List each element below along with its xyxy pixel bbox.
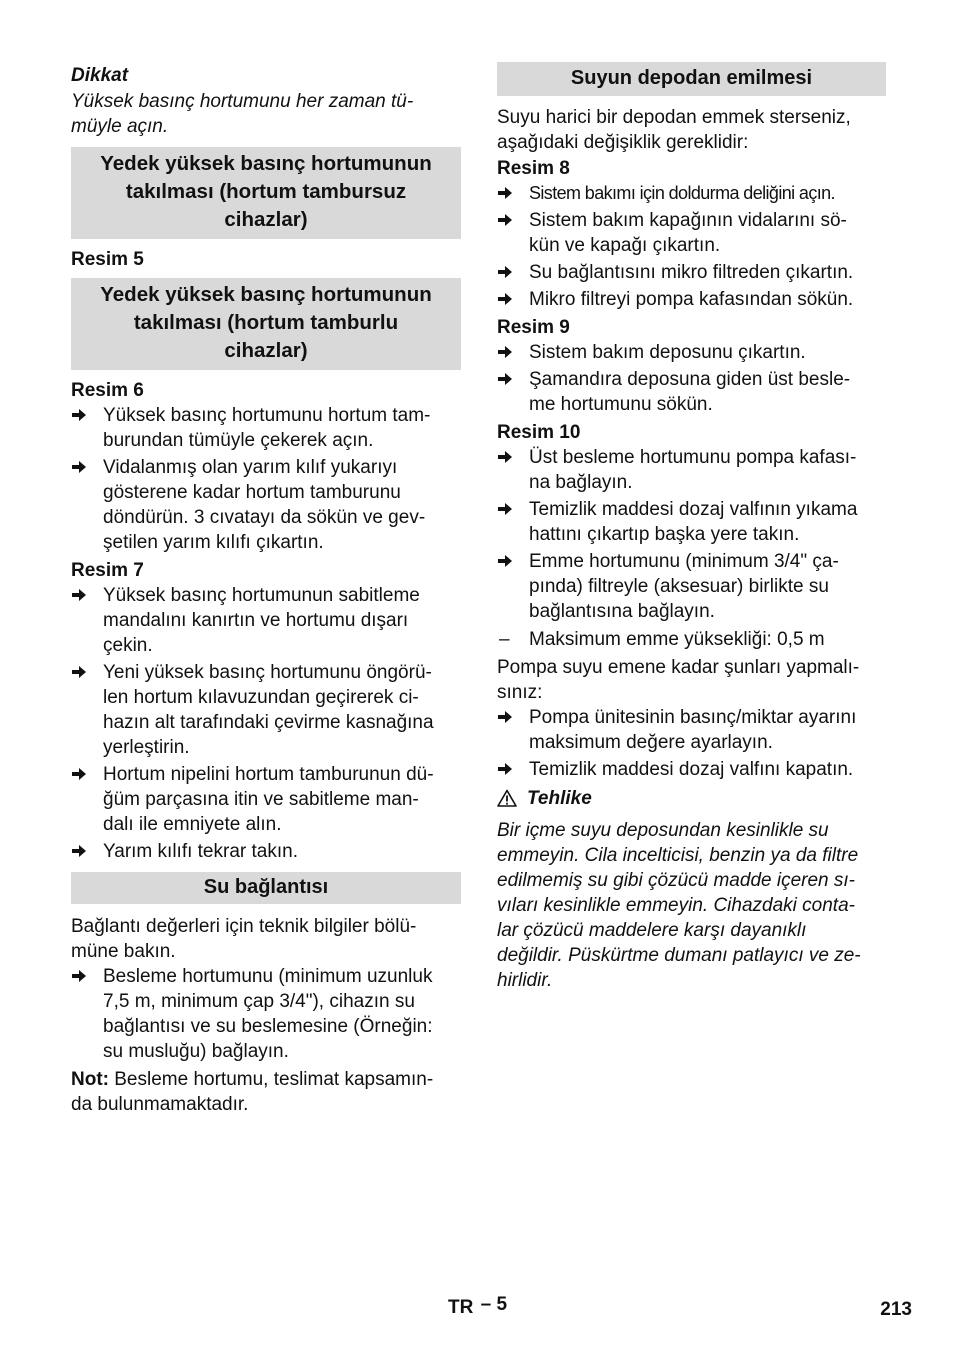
text-line: Emme hortumunu (minimum 3/4" ça- bbox=[529, 551, 839, 572]
footer-lang-code: TR bbox=[448, 1297, 474, 1318]
arrow-right-icon bbox=[497, 705, 529, 755]
text-line: Vidalanmış olan yarım kılıf yukarıyı bbox=[103, 457, 398, 478]
tehlike-text bbox=[497, 818, 886, 993]
list-item-text bbox=[529, 757, 886, 782]
arrow-right-icon bbox=[71, 964, 103, 1064]
pompa-list bbox=[497, 705, 886, 782]
list-item-text bbox=[529, 208, 886, 258]
text-line: hirlidir. bbox=[497, 970, 553, 991]
text-line: Temizlik maddesi dozaj valfını kapatın. bbox=[529, 759, 854, 780]
not-text-line2: da bulunmamaktadır. bbox=[71, 1094, 249, 1115]
text-line: Şamandıra deposuna giden üst besle- bbox=[529, 369, 851, 390]
section-heading-su-baglantisi bbox=[71, 872, 461, 904]
resim-7-list bbox=[71, 583, 461, 864]
text-line: Yüksek basınç hortumunun sabitleme bbox=[103, 585, 420, 606]
dash-item-text: Maksimum emme yüksekliği: 0,5 m bbox=[529, 629, 825, 650]
text-line: Mikro filtreyi pompa kafasından sökün. bbox=[529, 289, 854, 310]
text-line: sınız: bbox=[497, 682, 543, 703]
arrow-right-icon bbox=[497, 757, 529, 782]
list-item-text bbox=[103, 762, 461, 837]
text-line: Su bağlantısını mikro filtreden çıkartın. bbox=[529, 262, 854, 283]
su-heading-text: Su bağlantısı bbox=[203, 876, 329, 898]
text-line: Bağlantı değerleri için teknik bilgiler bölü- bbox=[71, 916, 417, 937]
text-line: Besleme hortumunu (minimum uzunluk bbox=[103, 966, 433, 987]
arrow-right-icon bbox=[497, 287, 529, 312]
list-item-text bbox=[103, 583, 461, 658]
text-line: döndürün. 3 cıvatayı da sökün ve gev- bbox=[103, 507, 426, 528]
footer-language bbox=[448, 1294, 508, 1319]
dikkat-label: Dikkat bbox=[71, 65, 129, 86]
list-item bbox=[497, 260, 886, 285]
text-line: su musluğu) bağlayın. bbox=[103, 1041, 289, 1062]
list-item bbox=[497, 705, 886, 755]
text-line: Yeni yüksek basınç hortumunu öngörü- bbox=[103, 662, 432, 683]
text-line: takılması (hortum tamburlu bbox=[133, 311, 399, 334]
text-line: burundan tümüyle çekerek açın. bbox=[103, 430, 374, 451]
text-line: pında) filtreyle (aksesuar) birlikte su bbox=[529, 576, 829, 597]
text-line: şetilen yarım kılıfı çıkartın. bbox=[103, 532, 324, 553]
list-item-text bbox=[529, 181, 886, 206]
resim-7-label: Resim 7 bbox=[71, 560, 144, 581]
arrow-right-icon bbox=[497, 367, 529, 417]
list-item bbox=[71, 660, 461, 760]
list-item bbox=[497, 757, 886, 782]
resim-8-list bbox=[497, 181, 886, 312]
list-item bbox=[497, 549, 886, 624]
arrow-right-icon bbox=[71, 839, 103, 864]
right-heading-text: Suyun depodan emilmesi bbox=[570, 67, 813, 89]
text-line: Pompa suyu emene kadar şunları yapmalı- bbox=[497, 657, 860, 678]
tehlike-label-row bbox=[497, 786, 886, 814]
list-item-text bbox=[529, 260, 886, 285]
list-item bbox=[71, 964, 461, 1064]
text-line: hattını çıkartıp başka yere takın. bbox=[529, 524, 800, 545]
text-line: Suyu harici bir depodan emmek sterseniz, bbox=[497, 107, 851, 128]
arrow-right-icon bbox=[71, 660, 103, 760]
not-text-line1: Besleme hortumu, teslimat kapsamın- bbox=[108, 1069, 434, 1090]
list-item bbox=[71, 455, 461, 555]
arrow-right-icon bbox=[71, 583, 103, 658]
tehlike-label: Tehlike bbox=[527, 788, 592, 809]
text-line: müyle açın. bbox=[71, 116, 169, 137]
arrow-right-icon bbox=[497, 181, 529, 206]
resim-8-label: Resim 8 bbox=[497, 158, 570, 179]
text-line: Bir içme suyu deposundan kesinlikle su bbox=[497, 820, 829, 841]
list-item bbox=[497, 208, 886, 258]
text-line: Yedek yüksek basınç hortumunun bbox=[100, 152, 432, 175]
arrow-right-icon bbox=[71, 403, 103, 453]
list-item bbox=[71, 403, 461, 453]
list-item bbox=[71, 839, 461, 864]
section-heading-tamburlu bbox=[71, 278, 461, 370]
list-item-text bbox=[103, 839, 461, 864]
list-item-text bbox=[529, 367, 886, 417]
list-item bbox=[497, 367, 886, 417]
dash-item bbox=[497, 627, 886, 652]
list-item bbox=[71, 762, 461, 837]
list-item bbox=[497, 340, 886, 365]
arrow-right-icon bbox=[71, 762, 103, 837]
text-line: takılması (hortum tambursuz bbox=[125, 180, 407, 203]
list-item-text bbox=[103, 455, 461, 555]
text-line: na bağlayın. bbox=[529, 472, 633, 493]
list-item-text bbox=[529, 287, 886, 312]
text-line: cihazlar) bbox=[224, 339, 308, 362]
list-item-text bbox=[529, 497, 886, 547]
text-line: lar çözücü maddelere karşı dayanıklı bbox=[497, 920, 807, 941]
arrow-right-icon bbox=[497, 340, 529, 365]
list-item-text bbox=[529, 549, 886, 624]
text-line: Sistem bakımı için doldurma deliğini açın. bbox=[529, 183, 835, 203]
list-item-text bbox=[529, 705, 886, 755]
text-line: yerleştirin. bbox=[103, 737, 190, 758]
arrow-right-icon bbox=[497, 208, 529, 258]
not-label: Not: bbox=[71, 1069, 109, 1090]
arrow-right-icon bbox=[497, 260, 529, 285]
right-column bbox=[497, 62, 886, 993]
pompa-text bbox=[497, 655, 886, 705]
text-line: maksimum değere ayarlayın. bbox=[529, 732, 773, 753]
text-line: Sistem bakım deposunu çıkartın. bbox=[529, 342, 806, 363]
resim-9-list bbox=[497, 340, 886, 417]
text-line: vıları kesinlikle emmeyin. Cihazdaki conta- bbox=[497, 895, 855, 916]
footer-section: – 5 bbox=[480, 1294, 508, 1315]
right-intro bbox=[497, 105, 886, 155]
text-line: Yüksek basınç hortumunu her zaman tü- bbox=[71, 91, 414, 112]
resim-5-label: Resim 5 bbox=[71, 249, 144, 270]
list-item-text bbox=[103, 964, 461, 1064]
list-item bbox=[497, 181, 886, 206]
text-line: ğüm parçasına itin ve sabitleme man- bbox=[103, 789, 419, 810]
text-line: Sistem bakım kapağının vidalarını sö- bbox=[529, 210, 847, 231]
list-item-text bbox=[529, 445, 886, 495]
list-item bbox=[497, 445, 886, 495]
text-line: hazın alt tarafındaki çevirme kasnağına bbox=[103, 712, 434, 733]
section-heading-tambursuz bbox=[71, 147, 461, 239]
text-line: Yarım kılıfı tekrar takın. bbox=[103, 841, 298, 862]
arrow-right-icon bbox=[497, 549, 529, 624]
text-line: Yüksek basınç hortumunu hortum tam- bbox=[103, 405, 431, 426]
page-number: 213 bbox=[880, 1299, 912, 1320]
text-line: değildir. Püskürtme dumanı patlayıcı ve ze- bbox=[497, 945, 861, 966]
dash-marker: – bbox=[499, 629, 510, 650]
text-line: edilmemiş su gibi çözücü madde içeren sı- bbox=[497, 870, 855, 891]
list-item-text bbox=[103, 660, 461, 760]
list-item-text bbox=[529, 340, 886, 365]
resim-9-label: Resim 9 bbox=[497, 317, 570, 338]
warning-triangle-icon bbox=[497, 789, 519, 814]
text-line: 7,5 m, minimum çap 3/4"), cihazın su bbox=[103, 991, 415, 1012]
su-list bbox=[71, 964, 461, 1064]
text-line: gösterene kadar hortum tamburunu bbox=[103, 482, 401, 503]
section-heading-depodan-emilmesi bbox=[497, 62, 886, 96]
text-line: mandalını kanırtın ve hortumu dışarı bbox=[103, 610, 409, 631]
text-line: Pompa ünitesinin basınç/miktar ayarını bbox=[529, 707, 857, 728]
text-line: aşağıdaki değişiklik gereklidir: bbox=[497, 132, 749, 153]
resim-6-list bbox=[71, 403, 461, 555]
not-paragraph bbox=[71, 1067, 461, 1117]
dikkat-text bbox=[71, 89, 461, 139]
text-line: Yedek yüksek basınç hortumunun bbox=[100, 283, 432, 306]
text-line: Hortum nipelini hortum tamburunun dü- bbox=[103, 764, 434, 785]
text-line: bağlantısı ve su beslemesine (Örneğin: bbox=[103, 1016, 433, 1037]
text-line: bağlantısına bağlayın. bbox=[529, 601, 715, 622]
su-intro bbox=[71, 914, 461, 964]
list-item bbox=[497, 287, 886, 312]
text-line: emmeyin. Cila incelticisi, benzin ya da filtre bbox=[497, 845, 859, 866]
text-line: Üst besleme hortumunu pompa kafası- bbox=[529, 447, 857, 468]
text-line: müne bakın. bbox=[71, 941, 176, 962]
list-item-text bbox=[103, 403, 461, 453]
list-item bbox=[497, 497, 886, 547]
arrow-right-icon bbox=[497, 497, 529, 547]
resim-6-label: Resim 6 bbox=[71, 380, 144, 401]
list-item bbox=[71, 583, 461, 658]
text-line: Temizlik maddesi dozaj valfının yıkama bbox=[529, 499, 858, 520]
text-line: len hortum kılavuzundan geçirerek ci- bbox=[103, 687, 419, 708]
text-line: çekin. bbox=[103, 635, 153, 656]
text-line: me hortumunu sökün. bbox=[529, 394, 713, 415]
text-line: kün ve kapağı çıkartın. bbox=[529, 235, 721, 256]
left-column bbox=[71, 62, 461, 1117]
arrow-right-icon bbox=[497, 445, 529, 495]
text-line: dalı ile emniyete alın. bbox=[103, 814, 282, 835]
resim-10-label: Resim 10 bbox=[497, 422, 581, 443]
text-line: cihazlar) bbox=[224, 208, 308, 231]
arrow-right-icon bbox=[71, 455, 103, 555]
resim-10-list bbox=[497, 445, 886, 624]
